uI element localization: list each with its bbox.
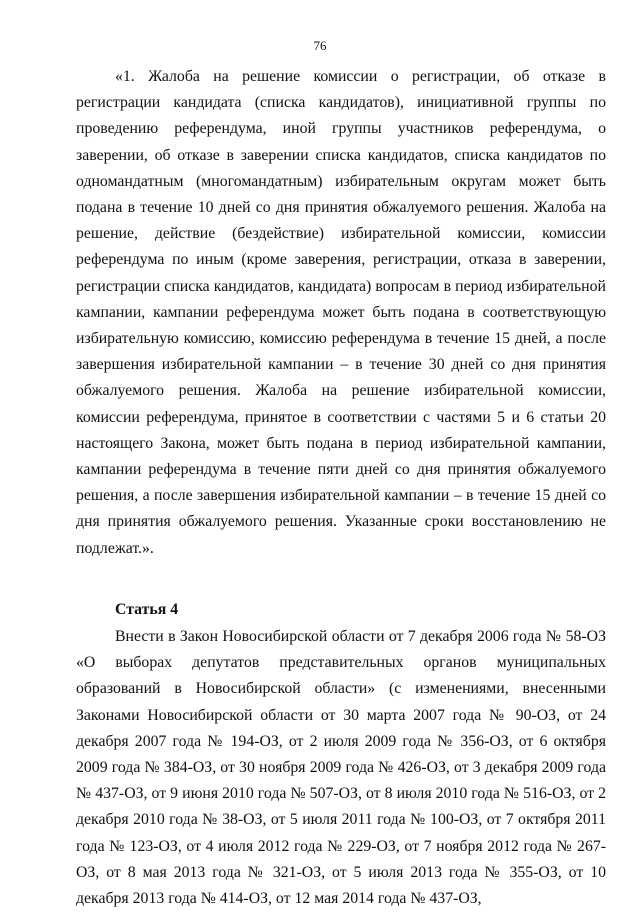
article-paragraph: Внести в Закон Новосибирской области от 7 декабря 2006 года № 58-ОЗ «О выборах депутатов представительных органов муниципальных образований в Новосибирской области» (с изменениями, внесенными Законами Новосибирской области от 30 марта 2007 года № 90-ОЗ, от 24 декабря 2007 года № 194-ОЗ, от 2 июля 2009 года № 356-ОЗ, от 6 октября 2009 года № 384-ОЗ, от 30 ноября 2009 года № 426-ОЗ, от 3 декабря 2009 года № 437-ОЗ, от 9 июня 2010 года № 507-ОЗ, от 8 июля 2010 года № 516-ОЗ, от 2 декабря 2010 года № 38-ОЗ, от 5 июля 2011 года № 100-ОЗ, от 7 октября 2011 года № 123-ОЗ, от 4 июля 2012 года № 229-ОЗ, от 7 ноября 2012 года № 267-ОЗ, от 8 мая 2013 года № 321-ОЗ, от 5 июля 2013 года № 355-ОЗ, от 10 декабря 2013 года № 414-ОЗ, от 12 мая 2014 года № 437-ОЗ, <box>76 628 606 908</box>
page-number: 76 <box>313 38 327 53</box>
quoted-amendment-paragraph: «1. Жалоба на решение комиссии о регистрации, об отказе в регистрации кандидата (списка кандидатов), инициативной группы по проведению референдума, иной группы участников референдума, о заверении, об отказе в заверении списка кандидатов, списка кандидатов по одномандатным (многомандатным) избирательным округам может быть подана в течение 10 дней со дня принятия обжалуемого решения. Жалоба на решение, действие (бездействие) избирательной комиссии, комиссии референдума по иным (кроме заверения, регистрации, отказа в заверении, регистрации списка кандидатов, кандидата) вопросам в период избирательной кампании, кампании референдума может быть подана в соответствующую избирательную комиссию, комиссию референдума в течение 15 дней, а после завершения избирательной кампании – в течение 30 дней со дня принятия обжалуемого решения. Жалоба на решение избирательной комиссии, комиссии референдума, принятое в соответствии с частями 5 и 6 статьи 20 настоящего Закона, может быть подана в период избирательной кампании, кампании референдума в течение пяти дней со дня принятия обжалуемого решения, а после завершения избирательной кампании – в течение 15 дней со дня принятия обжалуемого решения. Указанные сроки восстановлению не подлежат.». <box>76 68 606 557</box>
document-body <box>76 64 606 912</box>
article-heading: Статья 4 <box>115 600 179 618</box>
